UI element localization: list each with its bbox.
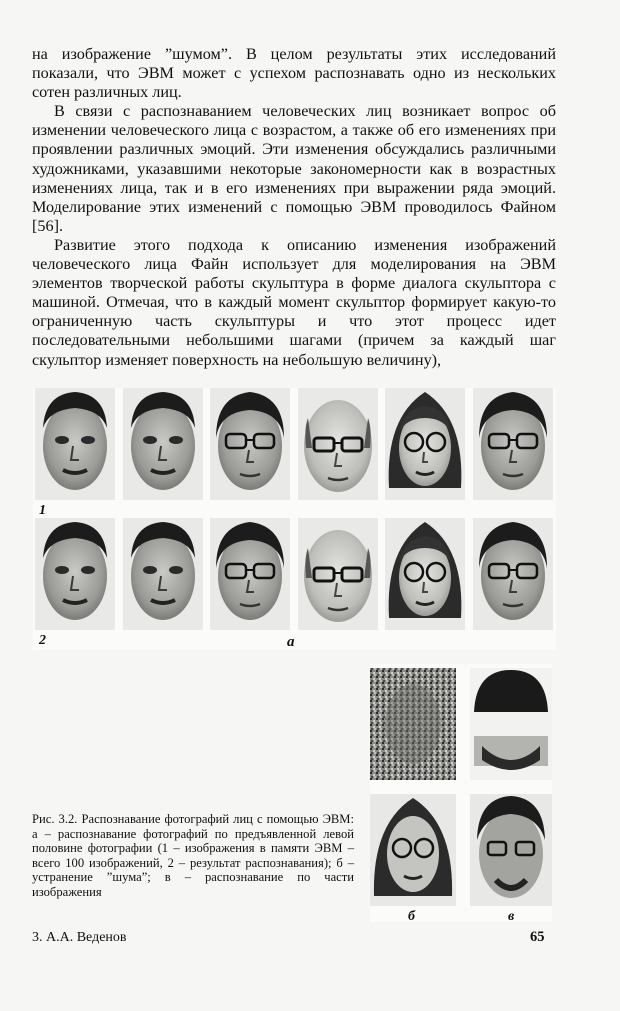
figure-caption [32, 812, 354, 900]
body-text [32, 45, 556, 370]
row-2-label: 2 [39, 633, 46, 648]
signature-mark: 3. А.А. Веденов [32, 930, 127, 945]
paragraph-sculptor-dialog: Развитие этого подхода к описанию изменения изображений человеческого лица Файн использует для моделирования на ЭВМ элементов творческой работы скульптура в форме диалога скульптора с машиной. Отмечая, что в каждый момент скульптор формирует какую-то ограниченную часть скульптуры и что этот процесс идет последовательными небольшими шагами (причем за каждый шаг скульптор изменяет поверхность на небольшую величину), [32, 235, 556, 369]
panel-v-label: в [508, 909, 515, 922]
row-1-label: 1 [39, 503, 46, 518]
figure-panels-b-v [370, 664, 552, 922]
figure-caption-text: Рис. 3.2. Распознавание фотографий лиц с помощью ЭВМ: а – распознавание фотографий по предъявленной левой половине фотографии (1 – изображения в памяти ЭВМ – всего 100 изображений, 2 – результат распознавания); б – устранение ”шума”; в – распознавание по части изображения [32, 812, 354, 899]
panel-b-label: б [408, 909, 415, 922]
paragraph-face-changes: В связи с распознаванием человеческих лиц возникает вопрос об изменении человеческого лица с возрастом, а также об его изменениях при проявлении различных эмоций. Эти изменения обсуждались различными художниками, указавшими некоторые закономерности как в возрастных изменениях лица, так и в его изменениях при выражении ряда эмоций. Моделирование этих изменений с помощью ЭВМ проводилось Файном [56]. [32, 102, 556, 235]
page-number: 65 [530, 929, 545, 945]
paragraph-continuation: на изображение ”шумом”. В целом результаты этих исследований показали, что ЭВМ может с успехом распознавать одно из нескольких сотен различных лиц. [32, 45, 556, 102]
figure-panel-a [33, 388, 556, 650]
panel-a-label: а [287, 634, 295, 650]
